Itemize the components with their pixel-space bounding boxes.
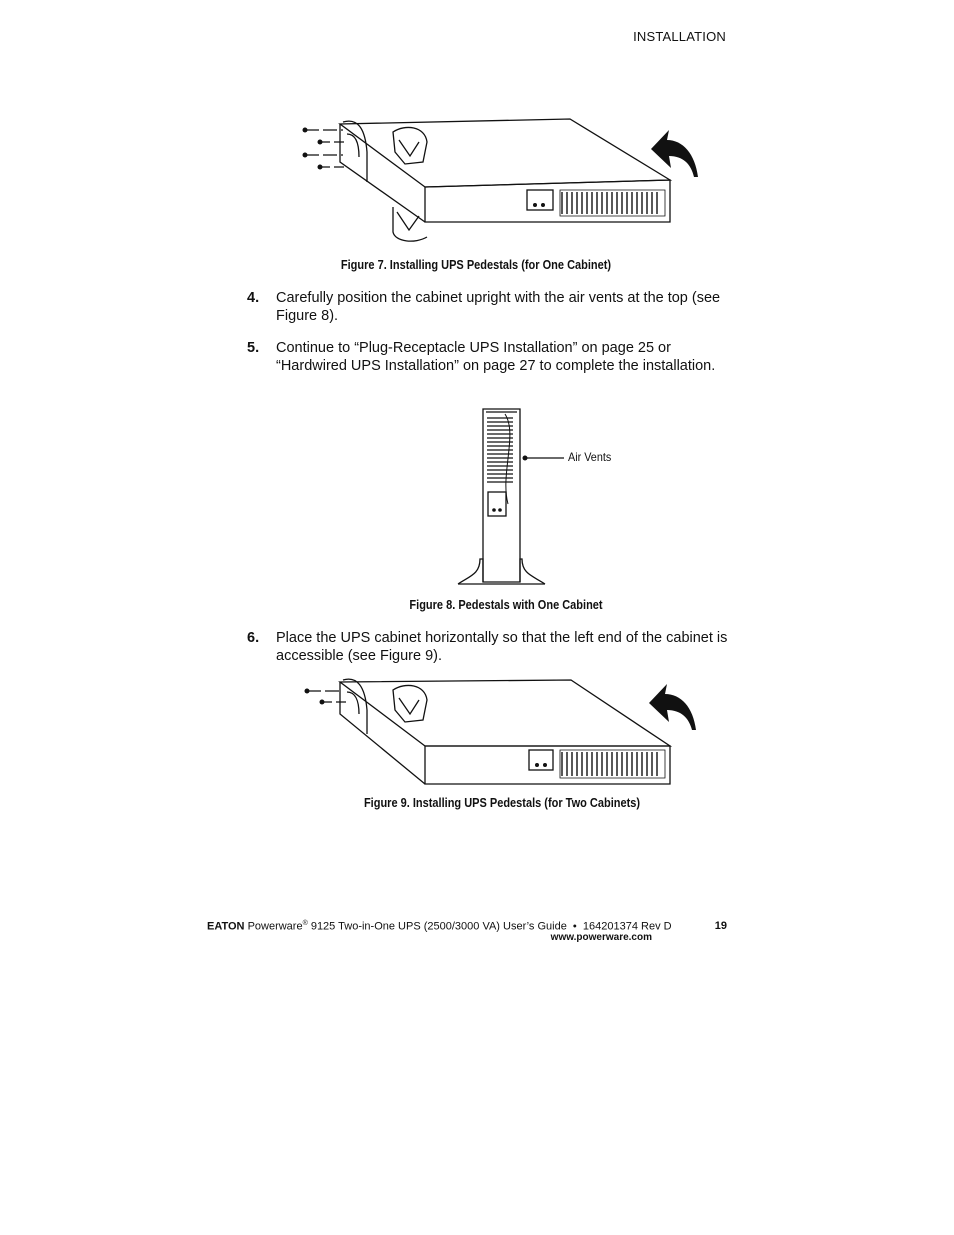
footer-url: www.powerware.com — [550, 932, 652, 943]
registered-mark: ® — [302, 920, 308, 927]
figure-8-caption: Figure 8. Pedestals with One Cabinet — [409, 598, 603, 612]
footer-title-line — [207, 920, 727, 933]
footer-brand: EATON — [207, 920, 245, 933]
footer-title: 9125 Two-in-One UPS (2500/3000 VA) User’s Guide • 164201374 Rev D — [307, 920, 672, 933]
step-6 — [247, 629, 737, 669]
figure-7-caption: Figure 7. Installing UPS Pedestals (for One Cabinet) — [340, 258, 612, 272]
step-text: Carefully position the cabinet upright with the air vents at the top (see Figure 8). — [276, 290, 721, 324]
step-text: Continue to “Plug-Receptacle UPS Installation” on page 25 or “Hardwired UPS Installation” on page 27 to complete the installation. — [276, 340, 716, 374]
figure-7-illustration — [295, 112, 705, 252]
footer — [207, 920, 727, 943]
figure-8-illustration — [450, 404, 630, 590]
footer-product: Powerware — [247, 920, 303, 933]
figure-9-caption: Figure 9. Installing UPS Pedestals (for Two Cabinets) — [363, 796, 641, 810]
step-text: Place the UPS cabinet horizontally so that the left end of the cabinet is accessible (see Figure 9). — [276, 630, 728, 664]
step-5 — [247, 339, 737, 395]
step-number: 5. — [247, 340, 260, 356]
page-number: 19 — [714, 920, 727, 932]
figure-9-illustration — [295, 674, 705, 790]
step-number: 4. — [247, 290, 260, 306]
step-number: 6. — [247, 630, 260, 646]
step-4 — [247, 289, 737, 329]
air-vents-label: Air Vents — [568, 450, 612, 464]
running-header: INSTALLATION — [633, 29, 726, 44]
